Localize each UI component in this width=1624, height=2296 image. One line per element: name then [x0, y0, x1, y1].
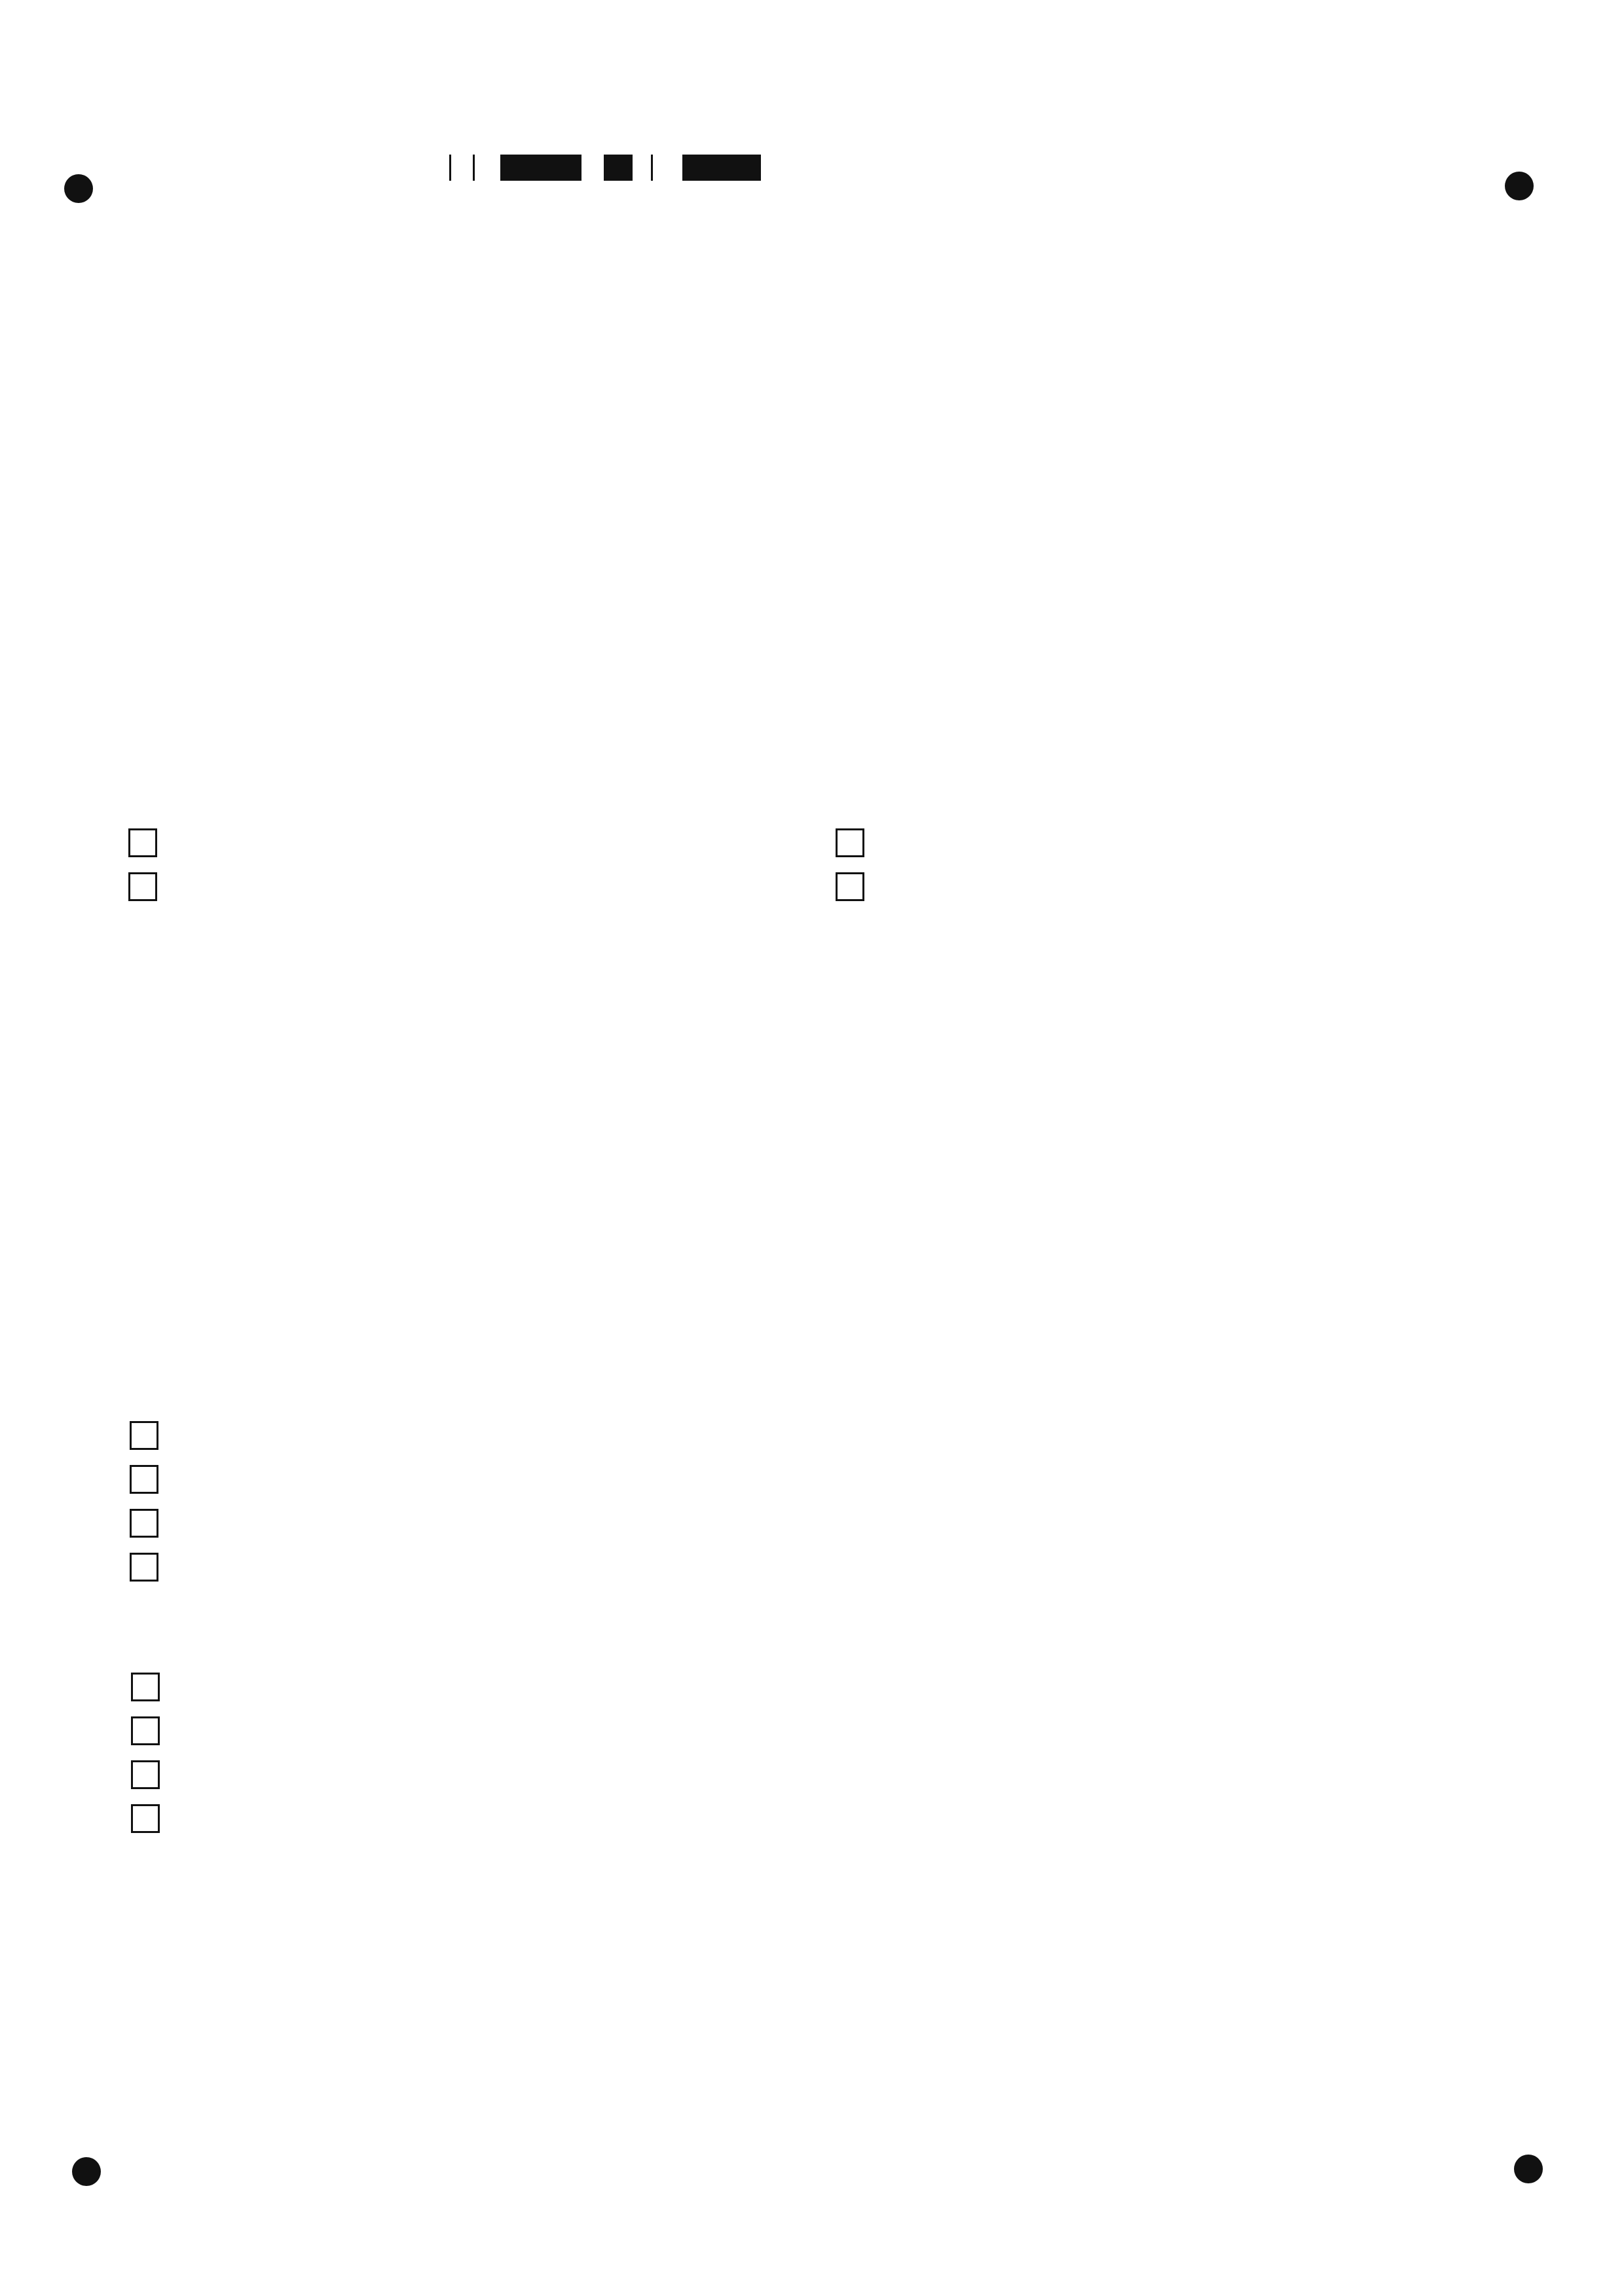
- q33-option-3[interactable]: [128, 872, 172, 901]
- q33-option-4-checkbox[interactable]: [836, 872, 864, 901]
- q35-option-4-checkbox[interactable]: [131, 1804, 160, 1833]
- q34-option-1-checkbox[interactable]: [130, 1421, 158, 1450]
- page-barcode: [449, 126, 761, 182]
- q35-option-4[interactable]: [131, 1804, 174, 1833]
- q33-option-2[interactable]: [836, 828, 879, 857]
- q35-option-1[interactable]: [131, 1673, 174, 1701]
- q35-option-2[interactable]: [131, 1716, 174, 1745]
- q34-option-1[interactable]: [130, 1421, 173, 1450]
- q34-option-4-checkbox[interactable]: [130, 1553, 158, 1582]
- q33-option-2-checkbox[interactable]: [836, 828, 864, 857]
- q33-option-1[interactable]: [128, 828, 172, 857]
- q34-option-3-checkbox[interactable]: [130, 1509, 158, 1538]
- q33-option-3-checkbox[interactable]: [128, 872, 157, 901]
- q35-option-1-checkbox[interactable]: [131, 1673, 160, 1701]
- q33-option-1-checkbox[interactable]: [128, 828, 157, 857]
- q34-option-3[interactable]: [130, 1509, 173, 1538]
- registration-mark-top-right: [1505, 172, 1534, 200]
- barcode-bottom-row: [449, 155, 761, 182]
- question-35-header: [107, 1616, 134, 1650]
- q35-option-3-checkbox[interactable]: [131, 1760, 160, 1789]
- q34-option-2-checkbox[interactable]: [130, 1465, 158, 1494]
- q34-option-4[interactable]: [130, 1553, 173, 1582]
- registration-mark-bottom-left: [72, 2157, 101, 2186]
- q34-option-2[interactable]: [130, 1465, 173, 1494]
- registration-mark-top-left: [64, 174, 93, 203]
- question-34-header: [105, 929, 1513, 962]
- question-33-header: [105, 262, 131, 295]
- barcode-top-row: [449, 126, 761, 151]
- q35-option-3[interactable]: [131, 1760, 174, 1789]
- registration-mark-bottom-right: [1514, 2155, 1543, 2183]
- q33-option-4[interactable]: [836, 872, 879, 901]
- q35-option-2-checkbox[interactable]: [131, 1716, 160, 1745]
